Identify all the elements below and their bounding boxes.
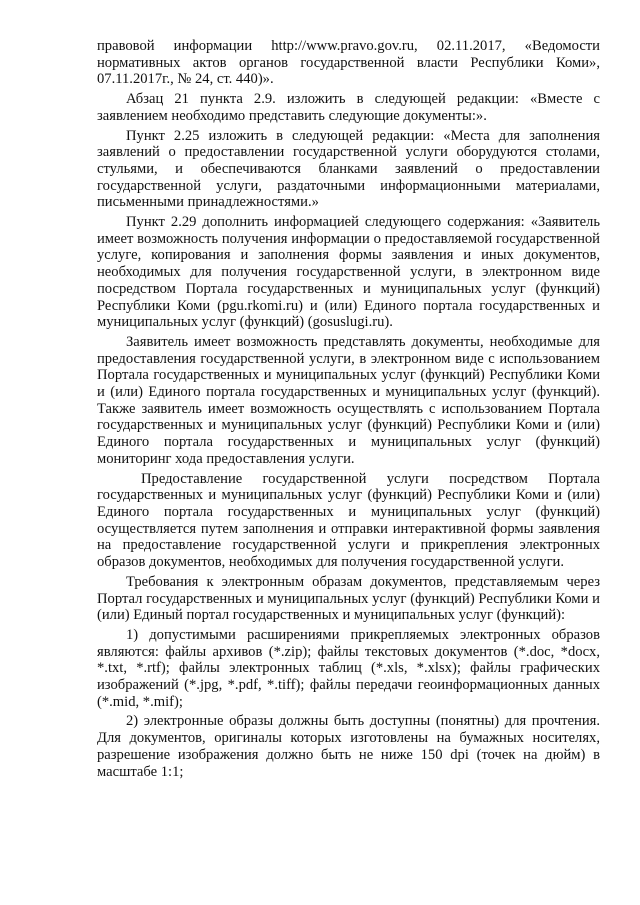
- list-item-file-extensions: 1) допустимыми расширениями прикрепляемых электронных образов являются: файлы архивов (*.zip); файлы текстовых документов (*.doc, *docx, *.txt, *.rtf); файлы электронных таблиц (*.xls, *.xlsx); файлы графических изображений (*.jpg, *.pdf, *.tiff); файлы передачи геоинформационных данных (*.mid, *.mif);: [97, 626, 600, 710]
- paragraph-source-citation: правовой информации http://www.pravo.gov.ru, 02.11.2017, «Ведомости нормативных актов органов государственной власти Республики Коми», 07.11.2017г., № 24, ст. 440)».: [97, 38, 600, 88]
- paragraph-service-provision: Предоставление государственной услуги посредством Портала государственных и муниципальных услуг (функций) Республики Коми и (или) Единого портала государственных и муниципальных услуг (функций) осуществляется путем заполнения и отправки интерактивной формы заявления на предоставление государственной услуги и прикрепления электронных образов документов, необходимых для получения государственной услуги.: [97, 470, 600, 571]
- paragraph-document-submission: Заявитель имеет возможность представлять документы, необходимые для предоставления государственной услуги, в электронном виде с использованием Портала государственных и муниципальных услуг (функций) Республики Коми и (или) Единого портала государственных и муниципальных услуг (функций). Также заявитель имеет возможность осуществлять с использованием Портала государственных и муниципальных услуг (функций) Республики Коми и (или) Единого портала государственных и муниципальных услуг (функций) мониторинг хода предоставления услуги.: [97, 333, 600, 467]
- paragraph-clause-2-25: Пункт 2.25 изложить в следующей редакции: «Места для заполнения заявлений о предоставлении государственной услуги оборудуются столами, стульями, и обеспечиваются бланками заявлений о предоставлении государственной услуги, раздаточными информационными материалами, письменными принадлежностями.»: [97, 127, 600, 211]
- paragraph-clause-2-29: Пункт 2.29 дополнить информацией следующего содержания: «Заявитель имеет возможность получения информации о предоставляемой государственной услуге, копирования и заполнения формы заявления и иных документов, необходимых для получения государственной услуги, в электронном виде посредством Портала государственных и муниципальных услуг (функций) Республики Коми (pgu.rkomi.ru) и (или) Единого портала государственных и муниципальных услуг (функций) (gosuslugi.ru).: [97, 214, 600, 331]
- list-item-readability: 2) электронные образы должны быть доступны (понятны) для прочтения. Для документов, оригиналы которых изготовлены на бумажных носителях, разрешение изображения должно быть не ниже 150 dpi (точек на дюйм) в масштабе 1:1;: [97, 713, 600, 780]
- paragraph-electronic-requirements: Требования к электронным образам документов, представляемым через Портал государственных и муниципальных услуг (функций) Республики Коми и (или) Единый портал государственных и муниципальных услуг (функций):: [97, 573, 600, 624]
- document-body: [97, 38, 600, 783]
- paragraph-clause-2-9: Абзац 21 пункта 2.9. изложить в следующей редакции: «Вместе с заявлением необходимо представить следующие документы:».: [97, 91, 600, 124]
